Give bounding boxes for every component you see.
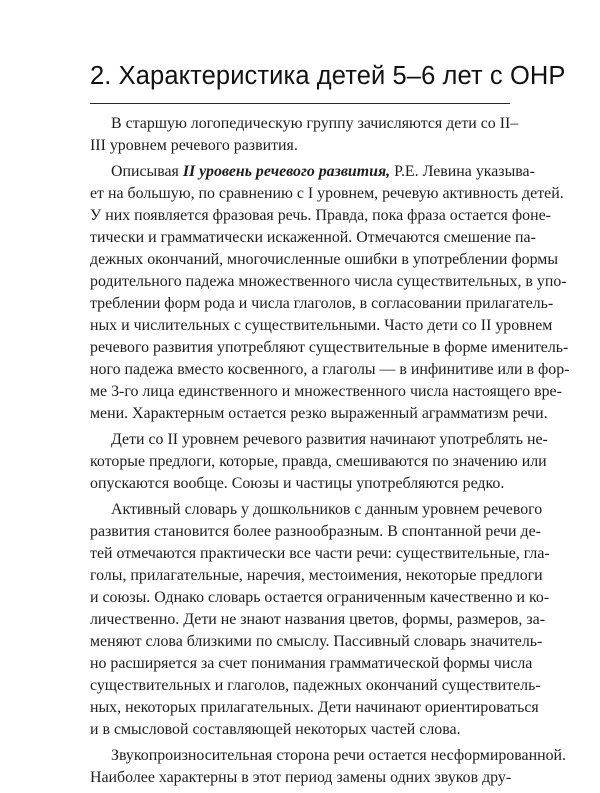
text-line: III уровнем речевого развития.: [90, 137, 298, 154]
emphasized-term: II уровень речевого развития,: [182, 163, 391, 180]
text-line: Наиболее характерны в этот период замены одних звуков дру-: [90, 769, 512, 786]
text-line: которые предлоги, которые, правда, смешиваются по значению или: [90, 453, 547, 470]
body-text: [90, 113, 570, 793]
text-line: существительных и глаголов, падежных окончаний существитель-: [90, 677, 541, 694]
text-line: родительного падежа множественного числа существительных, в упо-: [90, 273, 567, 290]
text-run: ет: [90, 185, 104, 202]
text-line: ных, некоторых прилагательных. Дети начинают ориентироваться: [90, 699, 539, 716]
text-line: тей отмечаются практически все части речи: существительные, гла-: [90, 545, 550, 562]
text-line: [90, 161, 535, 183]
text-line: треблении форм рода и числа глаголов, в согласовании прилагатель-: [90, 295, 554, 312]
text-line: развития становится более разнообразным. В спонтанной речи де-: [90, 523, 541, 540]
paragraph-2: [90, 161, 570, 425]
text-line: опускаются вообще. Союзы и частицы употребляются редко.: [90, 475, 505, 492]
text-line: и союзы. Однако словарь остается ограниченным качественно и ко-: [90, 589, 550, 606]
text-line: меняют слова близкими по смыслу. Пассивный словарь значитель-: [90, 633, 543, 650]
paragraph-3: [90, 429, 548, 495]
text-line: ме 3-го лица единственного и множественного числа настоящего вре-: [90, 383, 562, 400]
text-line: В старшую логопедическую группу зачисляются дети со II–: [111, 115, 519, 132]
text-line: Активный словарь у дошкольников с данным уровнем речевого: [111, 501, 543, 518]
text-line: мени. Характерным остается резко выраженный аграмматизм речи.: [90, 405, 548, 422]
section-heading: 2. Характеристика детей 5–6 лет с ОНР: [90, 62, 566, 90]
paragraph-1: [90, 113, 519, 157]
text-line: тически и грамматически искаженной. Отмечаются смешение па-: [90, 229, 536, 246]
text-line: ных и числительных с существительными. Часто дети со II уровнем: [90, 317, 553, 334]
text-line: Звукопроизносительная сторона речи остается несформированной.: [111, 747, 567, 764]
paragraph-4: [90, 499, 550, 741]
text-run: Р.Е. Левина указыва-: [390, 163, 535, 180]
text-line: [90, 183, 564, 205]
text-line: дежных окончаний, многочисленные ошибки в употреблении формы: [90, 251, 559, 268]
paragraph-5: [90, 745, 567, 789]
text-line: личественно. Дети не знают названия цветов, формы, размеров, за-: [90, 611, 545, 628]
text-line: ного падежа вместо косвенного, а глаголы — в инфинитиве или в фор-: [90, 361, 570, 378]
heading-rule: [90, 103, 510, 104]
text-line: У них появляется фразовая речь. Правда, пока фраза остается фоне-: [90, 207, 551, 224]
text-line: и в смысловой составляющей некоторых частей слова.: [90, 721, 461, 738]
text-line: Дети со II уровнем речевого развития начинают употреблять не-: [111, 431, 548, 448]
text-run: Описывая: [111, 163, 183, 180]
text-line: но расширяется за счет понимания грамматической формы числа: [90, 655, 533, 672]
text-line: голы, прилагательные, наречия, местоимения, некоторые предлоги: [90, 567, 543, 584]
text-line: речевого развития употребляют существительные в форме именитель-: [90, 339, 569, 356]
text-run: на большую, по сравнению с I уровнем, речевую активность детей.: [107, 185, 564, 202]
